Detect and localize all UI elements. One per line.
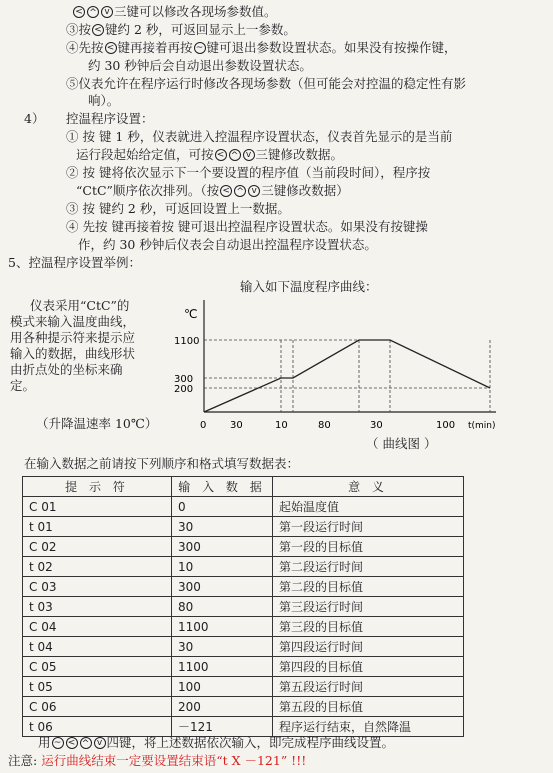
down-key-icon [248,185,260,197]
table-cell: t 02 [23,557,172,577]
table-cell: t 03 [23,597,172,617]
table-cell: 第四段的目标值 [273,657,464,677]
table-row [23,637,464,657]
set-key-icon [194,42,206,54]
table-row [23,537,464,557]
x-tick-label: 30 [230,420,243,431]
table-row [23,577,464,597]
table-cell: t 05 [23,677,172,697]
x-tick-label: 80 [318,420,331,431]
sec4-line-1: ① 按 键 1 秒，仪表就进入控温程序设置状态，仪表首先显示的是当前 [66,129,453,144]
table-row [23,517,464,537]
left-key-icon [215,149,227,161]
table-cell: 起始温度值 [273,497,464,517]
table-cell: 80 [172,597,273,617]
sec3-line-5: ⑤仪表允许在程序运行时修改各现场参数（但可能会对控温的稳定性有影 [66,76,467,91]
table-cell: C 01 [23,497,172,517]
table-cell: 程序运行结束，自然降温 [273,717,464,737]
footer-usage: 用~<^v 四键，将上述数据依次输入，即完成程序曲线设置。 [38,735,394,751]
x-tick-label: 30 [370,420,383,431]
sec3-line-1: <^v三键可以修改各现场参数值。 [72,4,277,20]
down-key-icon [243,149,255,161]
table-header-cell: 输 入 数 据 [172,477,273,497]
table-cell: 第五段运行时间 [273,677,464,697]
chart-caption: 输入如下温度程序曲线： [240,279,378,294]
table-cell: C 02 [23,537,172,557]
table-header-cell: 意 义 [273,477,464,497]
left-key-icon [66,737,78,749]
data-table [22,476,464,737]
table-cell: C 05 [23,657,172,677]
sec3-line-3: ④先按< 键再接着再按~ 键可退出参数设置状态。如果没有按操作键， [66,40,457,56]
table-cell: C 06 [23,697,172,717]
table-cell: 300 [172,577,273,597]
temperature-curve [204,340,490,412]
table-cell: 第四段运行时间 [273,637,464,657]
table-cell: 200 [172,697,273,717]
left-key-icon [105,42,117,54]
table-cell: C 04 [23,617,172,637]
table-cell: 第二段的目标值 [273,577,464,597]
table-cell: 1100 [172,657,273,677]
sec4-line-5: ③ 按 键约 2 秒，可返回设置上一数据。 [66,201,290,216]
table-row [23,677,464,697]
sec4-line-6: ④ 先按 键再接着按 键可退出控温程序设置状态。如果没有按键操 [66,219,428,234]
table-cell: 0 [172,497,273,517]
table-cell: 第三段运行时间 [273,597,464,617]
table-cell: －121 [172,717,273,737]
table-cell: 第五段的目标值 [273,697,464,717]
table-cell: t 04 [23,637,172,657]
table-cell: 30 [172,637,273,657]
up-key-icon [229,149,241,161]
sec4-line-7: 作，约 30 秒钟后仪表会自动退出控温程序设置状态。 [78,237,377,252]
rate-note: （升降温速率 10℃） [36,416,158,431]
y-tick-label: 1100 [174,336,200,347]
table-cell: 1100 [172,617,273,637]
table-header-cell: 提 示 符 [23,477,172,497]
down-key-icon [94,737,106,749]
left-key-icon [220,185,232,197]
chart-description-line: 仪表采用“CtC”的 [30,298,130,313]
table-row [23,497,464,517]
x-axis-label: t(min) [468,421,496,431]
up-key-icon [234,185,246,197]
table-cell: 第一段的目标值 [273,537,464,557]
sec4-title: 控温程序设置： [66,111,154,126]
sec3-line-6: 响）。 [88,93,120,108]
y-axis-label: ℃ [184,307,198,321]
table-cell: C 03 [23,577,172,597]
sec3-line-2: ③按< 键约 2 秒，可返回显示上一参数。 [66,22,296,38]
table-cell: t 06 [23,717,172,737]
x-tick-label: 0 [200,420,207,431]
left-key-icon [92,24,104,36]
sec5-title: 5、控温程序设置举例： [8,255,141,270]
sec4-line-2: 运行段起始给定值，可按<^v 三键修改数据。 [76,147,343,163]
table-cell: 第二段运行时间 [273,557,464,577]
up-key-icon [80,737,92,749]
table-row [23,617,464,637]
table-cell: 第一段运行时间 [273,517,464,537]
table-row [23,717,464,737]
sec4-line-3: ② 按 键将依次显示下一个要设置的程序值（当前段时间），程序按 [66,165,431,180]
chart-description-line: 模式来输入温度曲线， [10,314,136,329]
chart-description-line: 由折点处的坐标来确 [10,362,123,377]
chart-description-line: 定。 [10,378,36,393]
x-tick-label: 100 [436,420,456,431]
table-row [23,657,464,677]
up-key-icon [87,6,99,18]
x-tick-label: 10 [275,420,288,431]
table-cell: 30 [172,517,273,537]
sec4-line-4: “CtC”顺序依次排列。（按<^v 三键修改数据） [76,183,349,199]
chart-description-line: 输入的数据，曲线形状 [10,346,136,361]
chart-description [10,298,135,394]
y-tick-label: 300 [174,374,194,385]
table-row [23,597,464,617]
table-row [23,557,464,577]
table-cell: 第三段的目标值 [273,617,464,637]
table-row [23,697,464,717]
table-cell: 300 [172,537,273,557]
down-key-icon [101,6,113,18]
footer-note: 注意: 运行曲线结束一定要设置结束语“t X －121” !!! [8,753,307,768]
table-cell: 10 [172,557,273,577]
sec3-line-4: 约 30 秒钟后会自动退出参数设置状态。 [88,58,312,73]
y-tick-label: 200 [174,384,194,395]
sec4-number: 4） [24,111,45,126]
table-intro: 在输入数据之前请按下列顺序和格式填写数据表： [24,456,300,471]
set-key-icon [52,737,64,749]
table-cell: t 01 [23,517,172,537]
chart-description-line: 用各种提示符来提示应 [10,330,136,345]
table-cell: 100 [172,677,273,697]
temperature-program-chart [168,292,508,440]
left-key-icon [73,6,85,18]
chart-label: （ 曲线图 ） [366,436,437,451]
